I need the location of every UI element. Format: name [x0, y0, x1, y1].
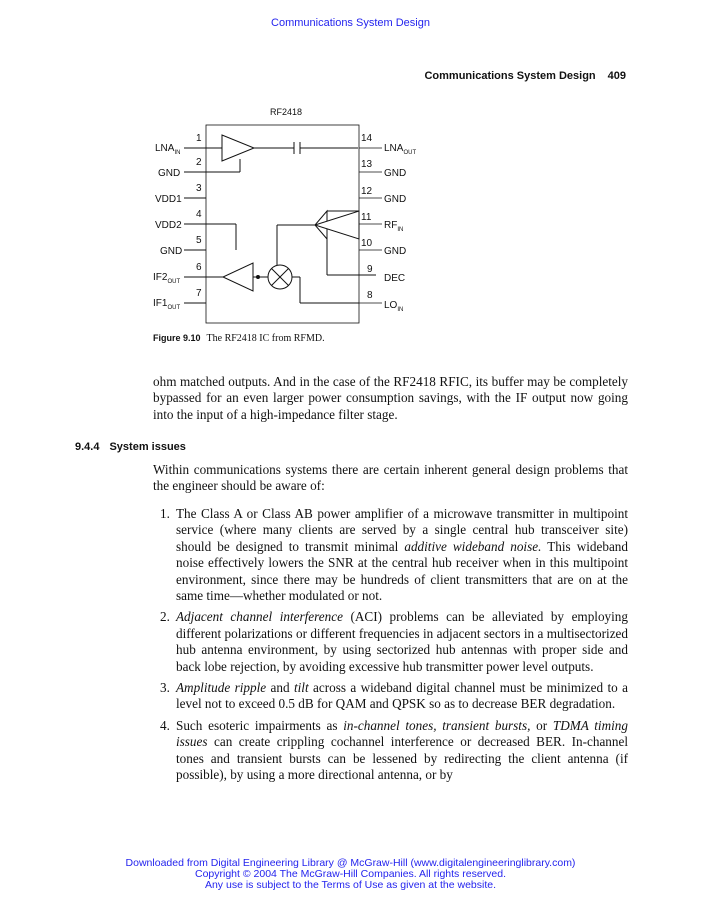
coupling-capacitor — [294, 142, 300, 154]
top-link[interactable]: Communications System Design — [271, 17, 430, 29]
item-text: The Class A or Class AB power amplifier of a microwave transmitter in multipoint service (where many clients are served by a single central hub transceiver site) should be designed to transmit minimal — [176, 506, 628, 554]
footer-copyright: Copyright © 2004 The McGraw-Hill Companies. All rights reserved. — [195, 868, 506, 880]
item-number: 1. — [160, 506, 170, 521]
pin-13-number: 13 — [361, 159, 373, 170]
item-text: Such esoteric impairments as — [176, 717, 344, 733]
pin-10-name: GND — [384, 246, 407, 257]
pin-13-name: GND — [384, 168, 407, 179]
item-text: (ACI) problems can be alleviated by employing different polarizations or different frequencies in adjacent sectors in a multisectorized hub antenna environment, by using sectorized hub antennas with proper side and back lobe rejection, by avoiding excessive hub transmitter power level outputs. — [176, 609, 628, 674]
footer-terms: Any use is subject to the Terms of Use as given at the website. — [204, 879, 497, 891]
pin-8-name: $LO_{IN}$ — [384, 300, 404, 313]
list-item — [153, 506, 628, 604]
pin-5-number: 5 — [196, 235, 202, 246]
intro-paragraph: ohm matched outputs. And in the case of the RF2418 RFIC, its buffer may be completely bypassed for an even larger power consumption savings, with the IF output now going into the input of a high-impedance filter stage. — [153, 374, 628, 422]
item-number: 3. — [160, 680, 170, 696]
list-item — [153, 718, 628, 784]
pin-4-number: 4 — [196, 209, 202, 220]
pin-2-name: GND — [158, 168, 181, 179]
item-emphasis: Adjacent channel interference — [176, 609, 343, 625]
pin-2-number: 2 — [196, 157, 202, 168]
page-number: 409 — [607, 70, 626, 82]
pin-1-number: 1 — [196, 133, 202, 144]
list-item — [153, 609, 628, 675]
list-item — [153, 680, 628, 713]
pin-12-number: 12 — [361, 186, 373, 197]
item-text: and — [266, 680, 294, 696]
item-emphasis: TDMA timing issues — [176, 717, 628, 750]
pin-3-number: 3 — [196, 183, 202, 194]
if-buffer-amplifier — [223, 263, 253, 291]
lna-amplifier — [222, 135, 254, 161]
running-head — [424, 70, 626, 82]
pin-9-number: 9 — [367, 264, 373, 275]
figure-label: Figure 9.10 — [153, 333, 201, 343]
item-emphasis: tilt — [293, 680, 309, 696]
item-text: can create crippling cochannel interference or decreased BER. In-channel tones and transient bursts can be lessened by redirecting the client antenna (if possible), by using a more directional antenna, or by — [176, 734, 628, 783]
item-number: 2. — [160, 609, 170, 625]
pin-11-number: 11 — [361, 212, 372, 223]
pin-14-name: $LNA_{OUT}$ — [384, 143, 417, 156]
pin-10-number: 10 — [361, 238, 373, 249]
section-number: 9.4.4 — [75, 441, 100, 453]
item-emphasis: in-channel tones, transient bursts, — [343, 717, 531, 733]
footer — [0, 858, 701, 891]
pin-12-name: GND — [384, 194, 407, 205]
section-title: System issues — [109, 441, 186, 453]
pin-3-name: VDD1 — [155, 194, 182, 205]
pin-1-name: $LNA_{IN}$ — [155, 143, 181, 156]
running-head-title: Communications System Design — [424, 70, 596, 82]
rf2418-diagram — [150, 103, 450, 333]
pin-11-name: $RF_{IN}$ — [384, 220, 404, 233]
item-emphasis: Amplitude ripple — [176, 680, 267, 696]
pin-7-name: $IF1_{OUT}$ — [153, 298, 181, 311]
figure-caption — [153, 333, 325, 344]
pin-5-name: GND — [160, 246, 183, 257]
pin-9-name: DEC — [384, 273, 406, 284]
item-emphasis: additive wideband noise. — [404, 538, 542, 554]
pin-8-number: 8 — [367, 290, 373, 301]
rf-amplifier-body — [315, 211, 359, 239]
item-text: or — [530, 717, 553, 733]
mixer-node — [256, 275, 260, 279]
mixer — [268, 265, 292, 289]
section-intro: Within communications systems there are certain inherent general design problems that the engineer should be aware of: — [153, 462, 628, 494]
item-text: This wideband noise effectively lowers the SNR at the central hub receiver when in this multipoint environment, since there may be hundreds of client transmitters that are on at the same time—whether modulated or not. — [176, 538, 628, 604]
item-number: 4. — [160, 717, 170, 733]
pin-14-number: 14 — [361, 133, 373, 144]
item-text: across a wideband digital channel must be minimized to a level not to exceed 0.5 dB for QAM and QPSK so as to decrease BER degradation. — [176, 680, 628, 712]
chip-label: RF2418 — [270, 107, 303, 117]
pin-6-number: 6 — [196, 262, 202, 273]
section-heading — [75, 441, 186, 453]
footer-link[interactable]: Downloaded from Digital Engineering Library @ McGraw-Hill (www.digitalengineeringlibrary.com) — [125, 857, 576, 869]
pin-6-name: $IF2_{OUT}$ — [153, 272, 181, 285]
pin-7-number: 7 — [196, 288, 202, 299]
figure-caption-text: The RF2418 IC from RFMD. — [206, 333, 325, 344]
pin-4-name: VDD2 — [155, 220, 182, 231]
issues-list — [153, 506, 628, 789]
